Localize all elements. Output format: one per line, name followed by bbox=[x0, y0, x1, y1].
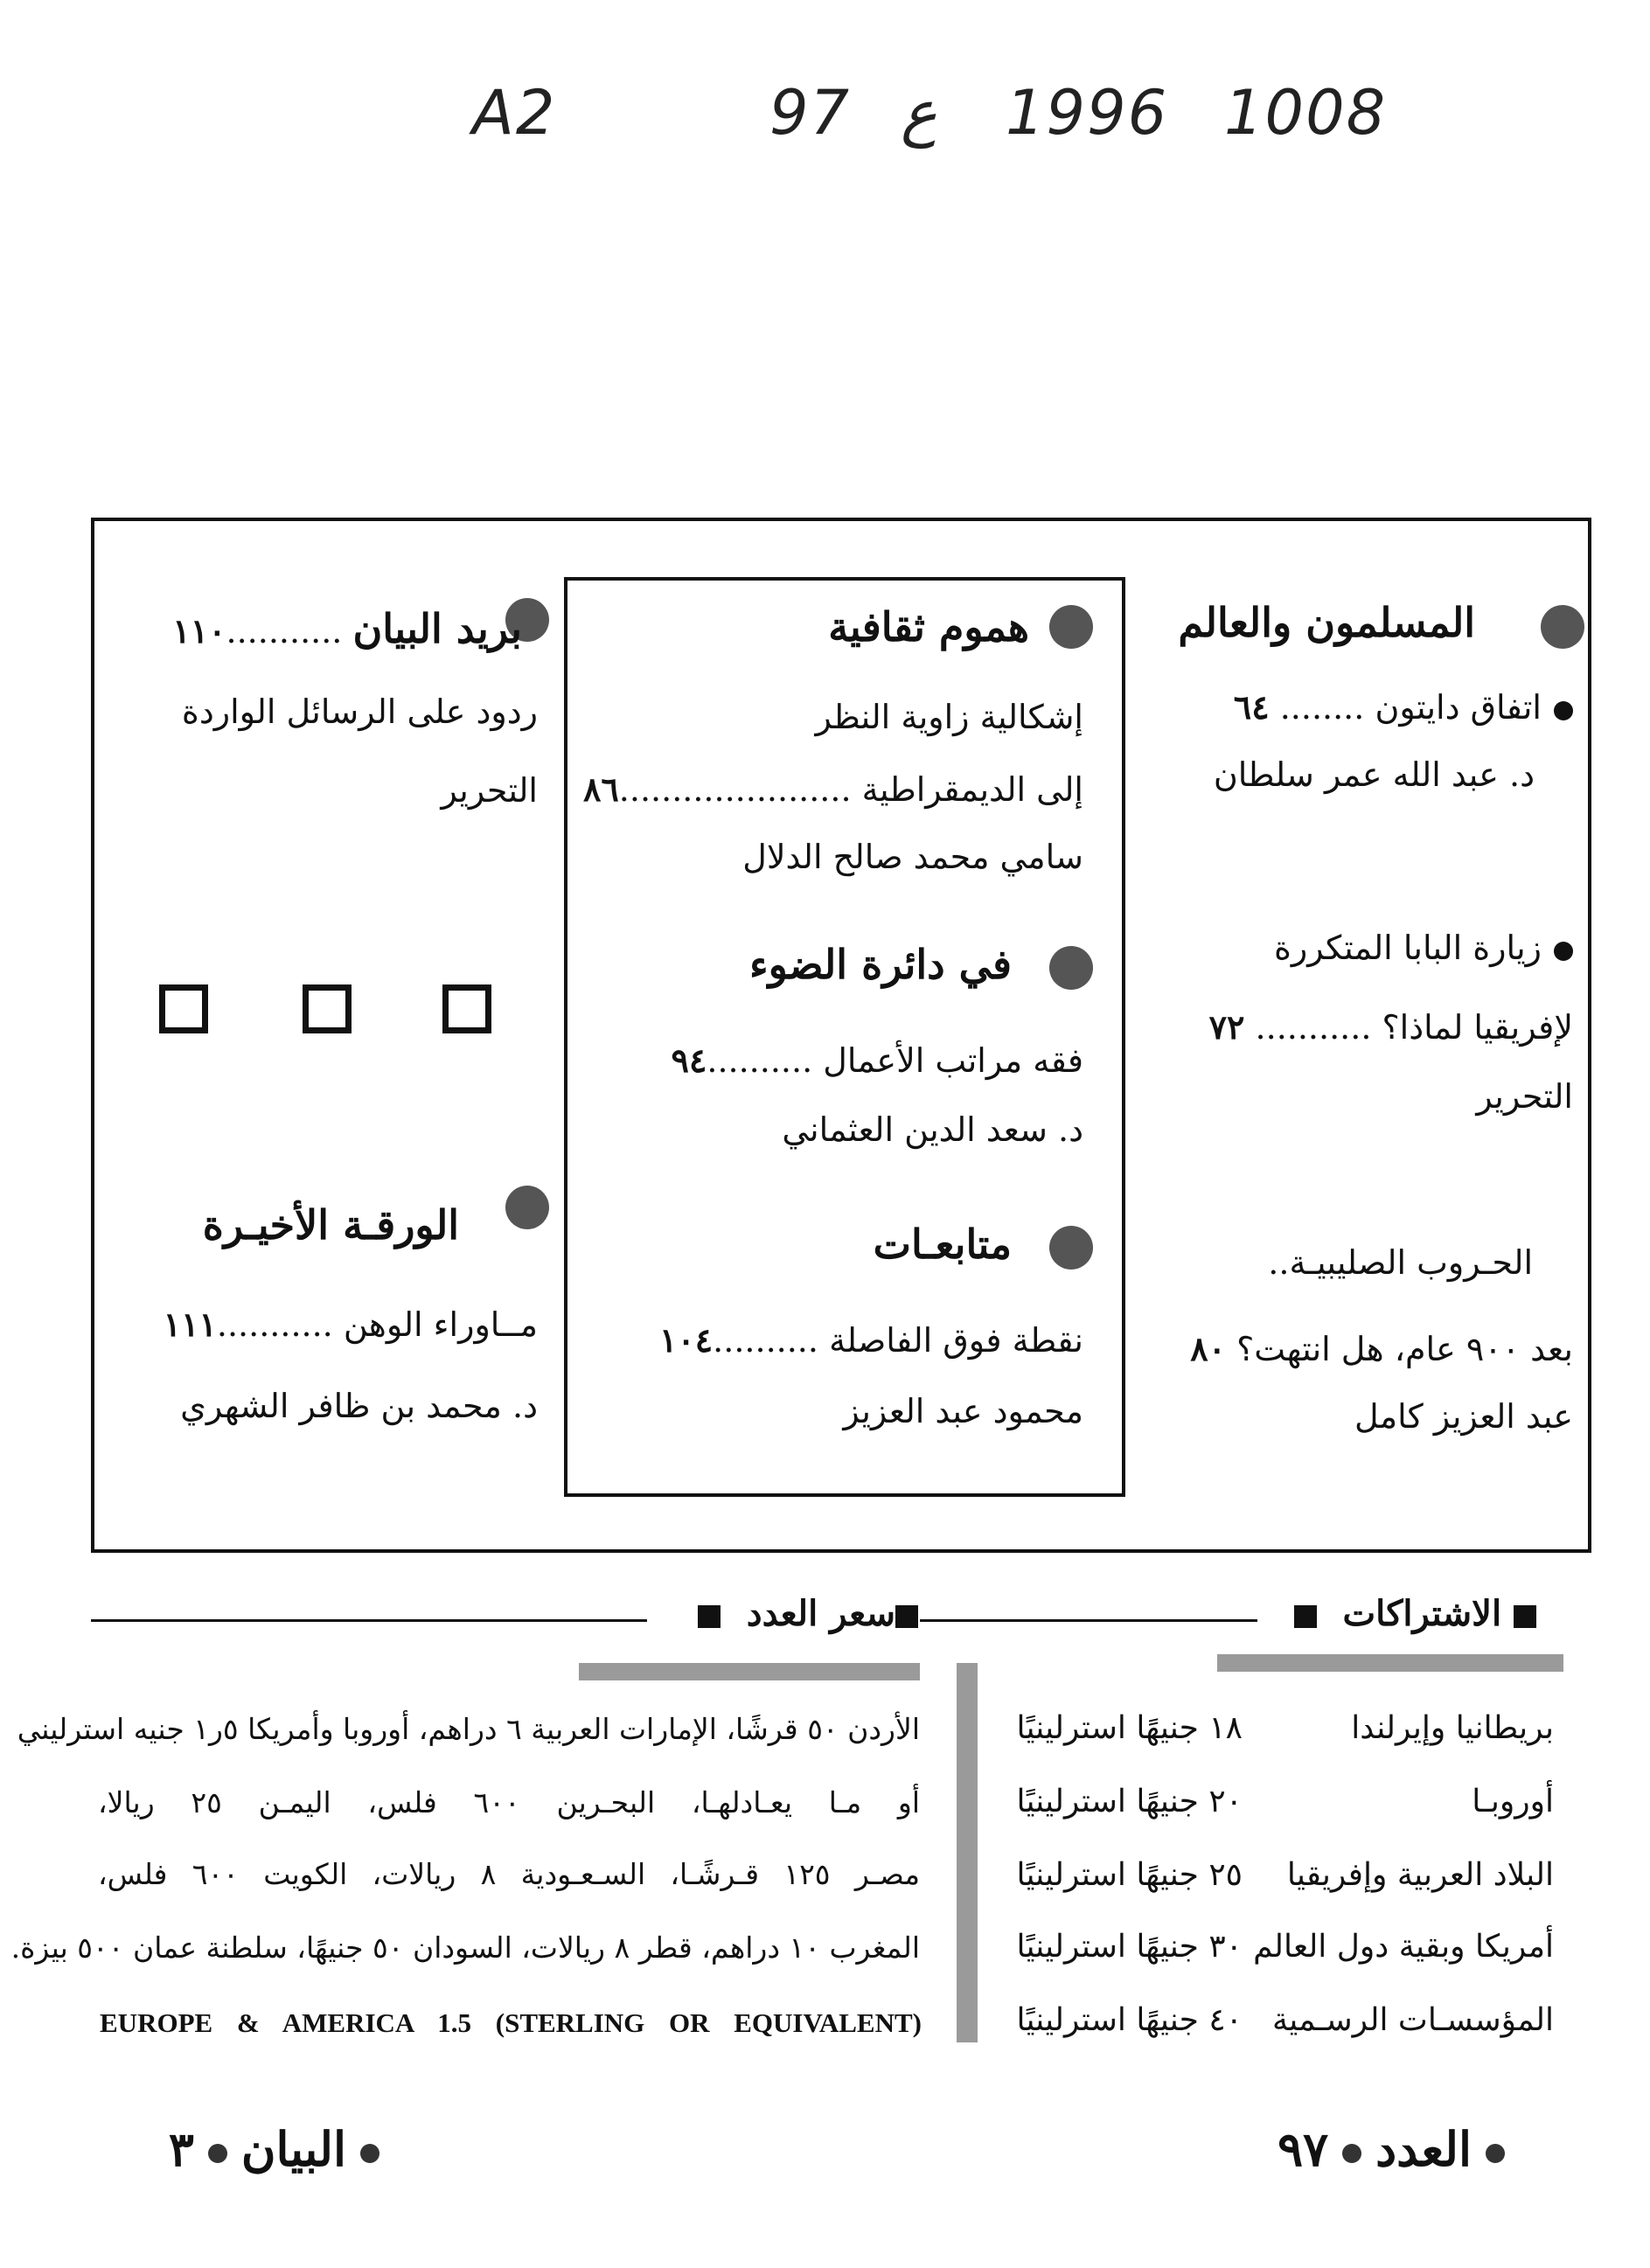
article-title-line2: لإفريقيا لماذا؟ bbox=[1382, 1008, 1573, 1047]
section-bullet-icon bbox=[1541, 605, 1584, 649]
grey-column-divider bbox=[957, 1663, 978, 2042]
dot-leader: .......... bbox=[707, 1041, 813, 1080]
article-author: د. سعد الدين العثماني bbox=[782, 1110, 1083, 1149]
article-author: محمود عبد العزيز bbox=[843, 1392, 1083, 1430]
handwritten-header bbox=[0, 61, 1650, 157]
subscription-price: ٣٠ جنيهًا استرلينيًا bbox=[1016, 1929, 1243, 1965]
grey-bar bbox=[579, 1663, 920, 1680]
section-title-followups: متابعـات bbox=[873, 1221, 1012, 1268]
section-title-last-page: الورقـة الأخيـرة bbox=[202, 1201, 459, 1249]
price-line: المغرب ١٠ دراهم، قطر ٨ ريالات، السودان ٥٠ جنيهًا، سلطنة عمان ٥٠٠ بيزة. bbox=[10, 1931, 920, 1965]
article-title-line2: بعد ٩٠٠ عام، هل انتهت؟ bbox=[1236, 1330, 1573, 1368]
handwritten-letter: ع bbox=[901, 77, 937, 149]
dot-leader: ........... bbox=[216, 1305, 333, 1344]
issue-price-header bbox=[665, 1593, 918, 1634]
article-comma bbox=[594, 1320, 1083, 1360]
mail-heading bbox=[32, 605, 522, 652]
dot-leader: ........... bbox=[226, 612, 343, 650]
page-number: ٣ bbox=[168, 2121, 194, 2177]
section-title-spotlight: في دائرة الضوء bbox=[749, 941, 1012, 988]
article-author: التحرير bbox=[441, 771, 538, 810]
mail-description: ردود على الرسائل الواردة bbox=[181, 692, 538, 731]
square-ornament-icon bbox=[442, 984, 491, 1033]
divider-line bbox=[91, 1619, 647, 1622]
bullet-icon bbox=[1554, 701, 1573, 720]
page-number: ١١١ bbox=[163, 1304, 217, 1344]
subscription-region: المؤسسـات الرسـمية bbox=[1271, 2002, 1554, 2038]
magazine-name: البيان bbox=[240, 2121, 346, 2177]
square-ornament-icon bbox=[303, 984, 352, 1033]
square-bullet-icon bbox=[1514, 1605, 1536, 1628]
subscription-region: أوروبـا bbox=[1472, 1784, 1554, 1819]
page-number: ٦٤ bbox=[1233, 687, 1270, 727]
subscriptions-header bbox=[1204, 1593, 1536, 1634]
article-crusades-line2 bbox=[1031, 1329, 1573, 1368]
article-perspective-line2 bbox=[582, 769, 1083, 809]
bullet-icon bbox=[208, 2144, 227, 2163]
footer-issue bbox=[1169, 2121, 1519, 2177]
subscription-region: أمريكا وبقية دول العالم bbox=[1253, 1929, 1554, 1965]
square-ornament-icon bbox=[159, 984, 208, 1033]
article-deeds bbox=[594, 1040, 1083, 1080]
page-number: ١١٠ bbox=[172, 611, 226, 650]
bullet-icon bbox=[1486, 2144, 1505, 2163]
article-title: مــاوراء الوهن bbox=[343, 1305, 538, 1344]
section-title-muslims: المسلمون والعالم bbox=[1178, 599, 1475, 646]
section-title-mail: بريد البيان bbox=[352, 605, 522, 652]
subscription-price: ٤٠ جنيهًا استرلينيًا bbox=[1016, 2002, 1243, 2038]
article-author: د. محمد بن ظافر الشهري bbox=[180, 1387, 538, 1425]
bullet-icon bbox=[1554, 942, 1573, 961]
article-title: اتفاق دايتون bbox=[1375, 688, 1542, 727]
grey-bar bbox=[1217, 1654, 1563, 1672]
section-bullet-icon bbox=[1049, 605, 1093, 649]
subscription-price: ١٨ جنيهًا استرلينيًا bbox=[1016, 1710, 1243, 1746]
article-dayton bbox=[1048, 687, 1573, 727]
page-number: ٨٦ bbox=[582, 769, 619, 809]
price-line: الأردن ٥٠ قرشًا، الإمارات العربية ٦ دراهم، أوروبا وأمريكا ٥ر١ جنيه استرليني bbox=[17, 1712, 920, 1746]
section-bullet-icon bbox=[1049, 1226, 1093, 1270]
article-pope-line2 bbox=[1048, 1007, 1573, 1047]
article-title: نقطة فوق الفاصلة bbox=[829, 1321, 1083, 1360]
handwritten-issue: 97 bbox=[769, 77, 852, 149]
article-title-line2: إلى الديمقراطية bbox=[861, 770, 1083, 809]
price-line: أو مـا يعـادلهـا، البحـرين ٦٠٠ فلس، اليمـن ٢٥ ريالا، bbox=[98, 1785, 920, 1819]
article-pope bbox=[1048, 929, 1573, 967]
page-number: ١٠٤ bbox=[658, 1320, 714, 1360]
subscription-region: البلاد العربية وإفريقيا bbox=[1286, 1857, 1554, 1893]
article-crusades: الحـروب الصليبيـة.. bbox=[1268, 1243, 1533, 1282]
subscription-price: ٢٠ جنيهًا استرلينيًا bbox=[1016, 1784, 1243, 1819]
footer-magazine bbox=[114, 2121, 393, 2177]
subscription-price: ٢٥ جنيهًا استرلينيًا bbox=[1016, 1857, 1243, 1893]
handwritten-number: 1008 bbox=[1224, 77, 1388, 149]
section-title-cultural: هموم ثقافية bbox=[828, 603, 1029, 650]
square-bullet-icon bbox=[895, 1605, 918, 1628]
issue-label: العدد bbox=[1375, 2121, 1472, 2177]
subscription-region: بريطانيا وإيرلندا bbox=[1351, 1710, 1554, 1746]
handwritten-year: 1996 bbox=[1006, 77, 1169, 149]
issue-number: ٩٧ bbox=[1278, 2121, 1329, 2177]
dot-leader: ...................... bbox=[618, 770, 852, 809]
article-title: فقه مراتب الأعمال bbox=[823, 1041, 1083, 1080]
article-author: د. عبد الله عمر سلطان bbox=[1213, 755, 1535, 794]
issue-price-title: سعر العدد bbox=[746, 1593, 895, 1634]
dot-leader: .......... bbox=[713, 1321, 818, 1360]
dot-leader: ........... bbox=[1255, 1008, 1372, 1047]
section-bullet-icon bbox=[505, 1186, 549, 1229]
article-author: سامي محمد صالح الدلال bbox=[742, 838, 1083, 876]
article-author: عبد العزيز كامل bbox=[1354, 1397, 1573, 1436]
price-line: مصـر ١٢٥ قـرشًـا، السـعـودية ٨ ريالات، الكويت ٦٠٠ فلس، bbox=[98, 1857, 920, 1891]
square-bullet-icon bbox=[698, 1605, 721, 1628]
handwritten-code: A2 bbox=[472, 77, 557, 149]
square-bullet-icon bbox=[1294, 1605, 1317, 1628]
bullet-icon bbox=[1342, 2144, 1361, 2163]
page-number: ٨٠ bbox=[1190, 1329, 1227, 1368]
page-number: ٩٤ bbox=[671, 1040, 707, 1080]
article-perspective: إشكالية زاوية النظر bbox=[815, 698, 1083, 736]
article-weakness bbox=[48, 1304, 538, 1344]
page-number: ٧٢ bbox=[1208, 1007, 1245, 1047]
section-bullet-icon bbox=[1049, 946, 1093, 990]
dot-leader: ........ bbox=[1279, 688, 1365, 727]
bullet-icon bbox=[360, 2144, 379, 2163]
article-author: التحرير bbox=[1476, 1077, 1573, 1116]
subscriptions-title: الاشتراكات bbox=[1342, 1593, 1502, 1634]
price-english-line: EUROPE & AMERICA 1.5 (STERLING OR EQUIVALENT) bbox=[100, 2007, 922, 2038]
article-title: زيارة البابا المتكررة bbox=[1273, 929, 1542, 967]
